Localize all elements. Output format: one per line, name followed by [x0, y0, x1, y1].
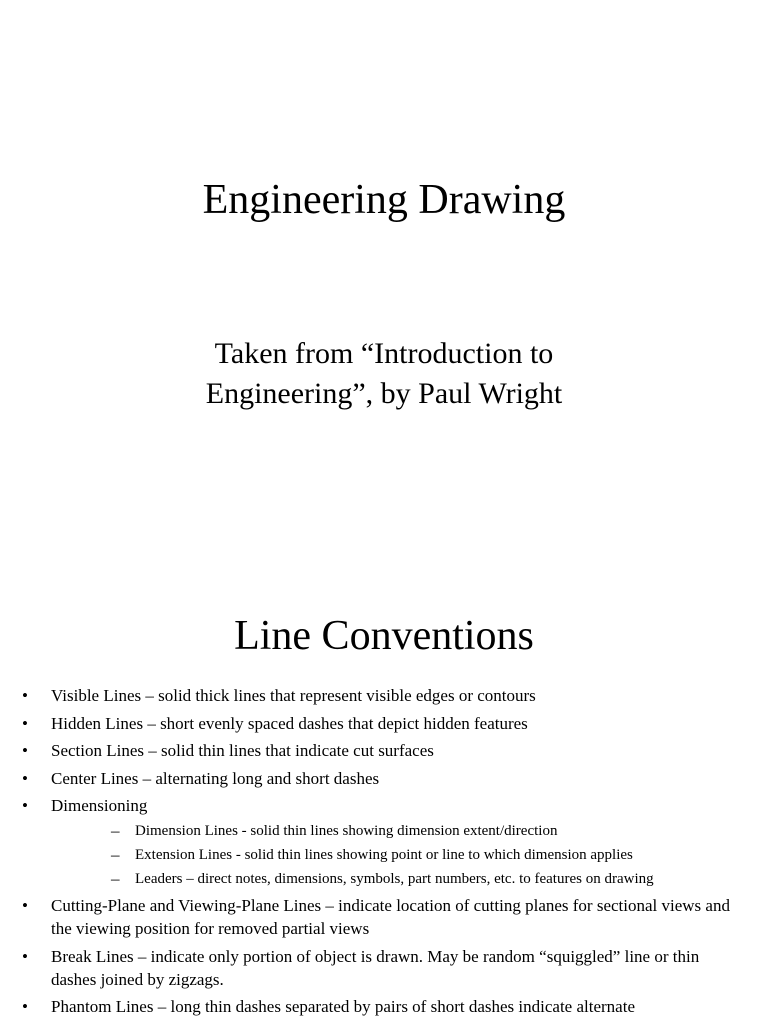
- bullet-marker: •: [22, 713, 28, 733]
- subtitle-line-2: Engineering”, by Paul Wright: [205, 377, 563, 410]
- slide-title: Line Conventions: [234, 613, 534, 659]
- list-item-cutting-plane-lines: [0, 894, 768, 940]
- bullet-marker: •: [22, 946, 28, 966]
- list-item-text: Cutting-Plane and Viewing-Plane Lines – indicate location of cutting planes for sectional views and the viewing position for removed partial views: [51, 895, 730, 938]
- bullet-marker: •: [22, 686, 28, 705]
- list-item-phantom-lines: [0, 995, 768, 1018]
- dash-marker: –: [111, 845, 120, 865]
- list-item-text: Dimensioning: [51, 796, 148, 816]
- list-item-dimensioning: [0, 794, 768, 889]
- bullet-list: [0, 684, 768, 1023]
- list-item-text: Phantom Lines – long thin dashes separated by pairs of short dashes indicate alternate: [51, 997, 635, 1017]
- dash-marker: –: [111, 821, 120, 841]
- sub-item-text: Dimension Lines - solid thin lines showing dimension extent/direction: [135, 823, 558, 840]
- list-item-text: Break Lines – indicate only portion of object is drawn. May be random “squiggled” line or thin dashes joined by zigzags.: [51, 946, 700, 989]
- bullet-marker: •: [22, 741, 28, 761]
- sub-item-text: Extension Lines - solid thin lines showing point or line to which dimension applies: [135, 847, 633, 864]
- dimensioning-sub-list: [51, 821, 748, 889]
- sub-item-extension-lines: [51, 845, 748, 865]
- slide-title: Engineering Drawing: [202, 177, 566, 223]
- bullet-marker: •: [22, 997, 28, 1017]
- sub-item-dimension-lines: [51, 821, 748, 841]
- sub-item-text: Leaders – direct notes, dimensions, symbols, part numbers, etc. to features on drawing: [135, 871, 654, 888]
- bullet-marker: •: [22, 796, 28, 816]
- subtitle-line-1: Taken from “Introduction to: [214, 337, 554, 370]
- bullet-marker: •: [22, 895, 28, 915]
- list-item-section-lines: [0, 739, 768, 762]
- list-item-center-lines: [0, 767, 768, 790]
- list-item-break-lines: [0, 945, 768, 991]
- sub-item-leaders: [51, 869, 748, 889]
- bullet-marker: •: [22, 768, 28, 788]
- line-conventions-slide: [0, 570, 768, 1024]
- list-item-text: Center Lines – alternating long and short dashes: [51, 768, 380, 788]
- dash-marker: –: [111, 869, 120, 889]
- list-item-text: Section Lines – solid thin lines that indicate cut surfaces: [51, 741, 434, 761]
- list-item-hidden-lines: [0, 712, 768, 735]
- slide-subtitle: [0, 334, 768, 414]
- list-item-text: Hidden Lines – short evenly spaced dashes that depict hidden features: [51, 713, 528, 733]
- list-item-visible-lines: [0, 684, 768, 707]
- list-item-text: Visible Lines – solid thick lines that represent visible edges or contours: [51, 686, 536, 705]
